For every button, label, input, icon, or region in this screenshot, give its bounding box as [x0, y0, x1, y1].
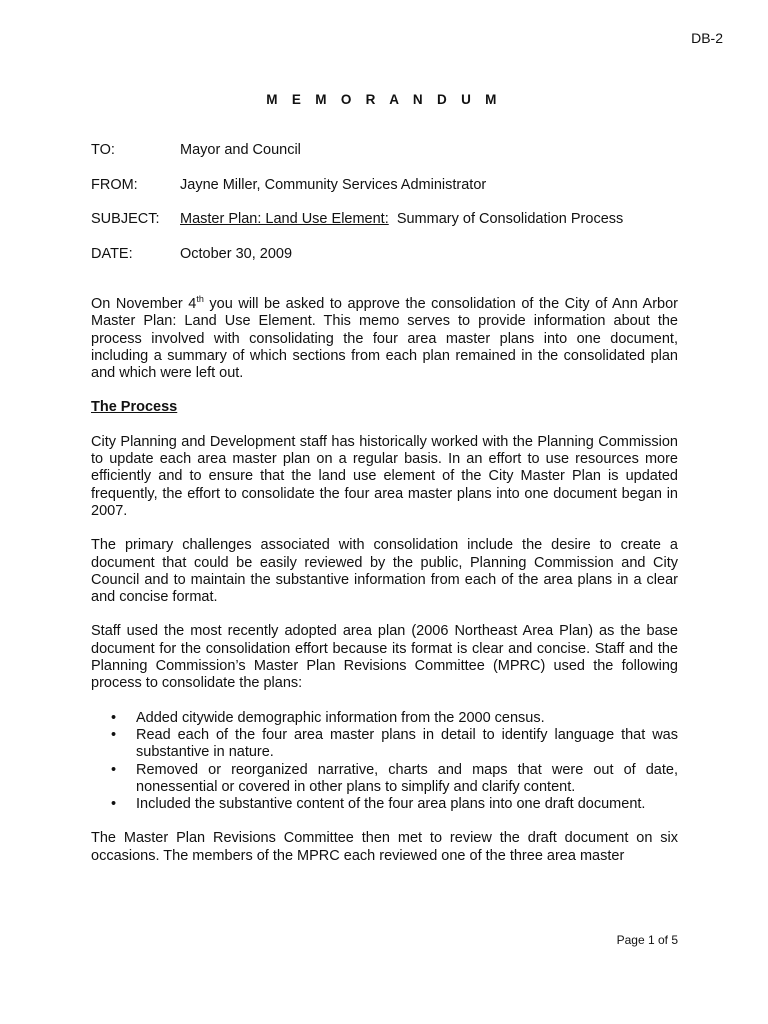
closing-paragraph: The Master Plan Revisions Committee then met to review the draft document on six occasions. The members of the MPRC each reviewed one of the three area master [91, 830, 678, 864]
to-label: TO: [91, 142, 115, 158]
subject-underlined: Master Plan: Land Use Element: [180, 211, 389, 227]
from-row [91, 177, 486, 193]
list-item: • Removed or reorganized narrative, charts and maps that were out of date, nonessential or covered in other plans to simplify and clarify content. [111, 762, 678, 797]
subject-row [91, 211, 623, 227]
subject-rest: Summary of Consolidation Process [396, 211, 624, 227]
intro-rest: you will be asked to approve the consolidation of the City of Ann Arbor Master Plan: Land Use Element. This memo serves to provide information about the process involved with consolidating the four area master plans into one document, including a summary of which sections from each plan remained in the consolidated plan and which were left out. [91, 296, 678, 382]
intro-paragraph [91, 296, 678, 382]
subject-label: SUBJECT: [91, 211, 160, 227]
page-identifier: DB-2 [691, 30, 723, 46]
list-item: • Included the substantive content of the four area plans into one draft document. [111, 796, 678, 813]
date-value: October 30, 2009 [180, 246, 293, 262]
section-heading: The Process [91, 399, 178, 416]
page-number: Page 1 of 5 [616, 933, 678, 947]
date-row [91, 246, 292, 262]
list-item: • Added citywide demographic information from the 2000 census. [111, 710, 678, 727]
date-label: DATE: [91, 246, 133, 262]
from-label: FROM: [91, 177, 138, 193]
intro-start: On November 4 [91, 296, 197, 312]
paragraph: Staff used the most recently adopted area plan (2006 Northeast Area Plan) as the base document for the consolidation effort because its format is clear and concise. Staff and the Planning Commission’s Master Plan Revisions Committee (MPRC) used the following process to consolidate the plans: [91, 623, 678, 692]
memo-body [91, 296, 678, 865]
paragraph: City Planning and Development staff has historically worked with the Planning Commission to update each area master plan on a regular basis. In an effort to use resources more efficiently and to ensure that the land use element of the City Master Plan is updated frequently, the effort to consolidate the four area master plans into one document began in 2007. [91, 433, 678, 519]
from-value: Jayne Miller, Community Services Administrator [180, 177, 487, 193]
process-list [91, 710, 678, 814]
memo-title: M E M O R A N D U M [266, 92, 502, 107]
to-row [91, 142, 301, 158]
intro-sup: th [196, 294, 204, 305]
list-item: • Read each of the four area master plans in detail to identify language that was substantive in nature. [111, 727, 678, 762]
paragraph: The primary challenges associated with consolidation include the desire to create a document that could be easily reviewed by the public, Planning Commission and City Council and to maintain the substantive information from each of the area plans in a clear and concise format. [91, 537, 678, 606]
to-value: Mayor and Council [180, 142, 301, 158]
